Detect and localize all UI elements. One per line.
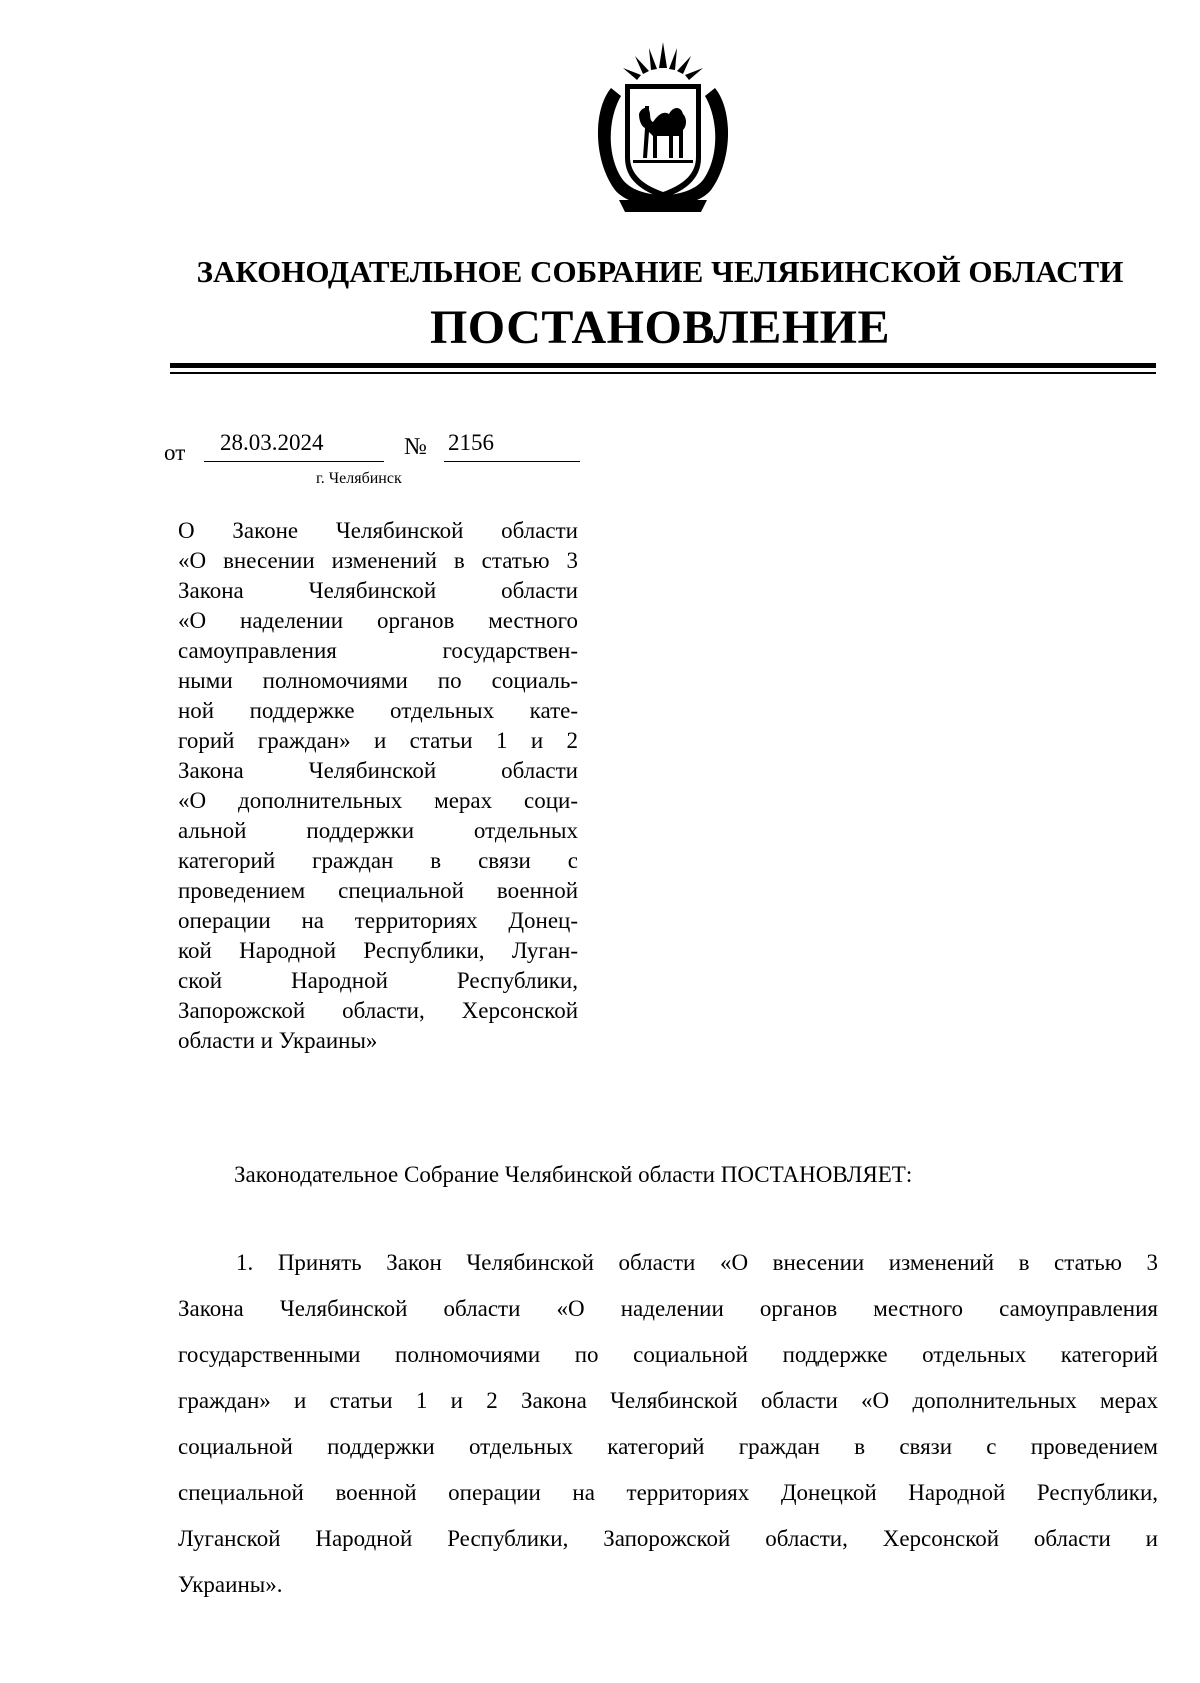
body-line: специальной военной операции на территориях Донецкой Народной Республики,: [178, 1480, 1158, 1505]
body-line: Закона Челябинской области «О наделении органов местного самоуправления: [178, 1296, 1158, 1321]
subject-line: области и Украины»: [178, 1028, 378, 1053]
subject-line: операции на территориях Донец-: [178, 908, 578, 933]
document-type-title: ПОСТАНОВЛЕНИЕ: [429, 301, 891, 354]
body-line: 1. Принять Закон Челябинской области «О внесении изменений в статью 3: [236, 1250, 1158, 1275]
header-divider-thin: [170, 372, 1156, 374]
document-date: 28.03.2024: [204, 428, 384, 462]
header-divider-thick: [170, 363, 1156, 368]
number-label: №: [404, 434, 427, 460]
body-line: граждан» и статьи 1 и 2 Закона Челябинской области «О дополнительных мерах: [178, 1388, 1158, 1413]
subject-line: «О наделении органов местного: [178, 608, 578, 633]
subject-line: проведением специальной военной: [178, 878, 578, 903]
subject-line: ными полномочиями по социаль-: [178, 668, 578, 693]
body-line: государственными полномочиями по социальной поддержке отдельных категорий: [178, 1342, 1158, 1367]
subject-line: О Законе Челябинской области: [178, 518, 578, 543]
subject-line: альной поддержки отдельных: [178, 818, 578, 843]
body-line: Луганской Народной Республики, Запорожской области, Херсонской области и: [178, 1526, 1158, 1551]
subject-line: «О внесении изменений в статью 3: [178, 548, 578, 573]
subject-line: Закона Челябинской области: [178, 578, 578, 603]
paragraph-1: [178, 1240, 1158, 1608]
document-number: 2156: [444, 428, 580, 462]
body-line: социальной поддержки отдельных категорий граждан в связи с проведением: [178, 1434, 1158, 1459]
coat-of-arms-emblem: [583, 40, 743, 220]
date-prefix: от: [164, 440, 186, 465]
subject-line: ной поддержке отдельных кате-: [178, 698, 578, 723]
subject-line: «О дополнительных мерах соци-: [178, 788, 578, 813]
document-meta-row: [164, 428, 584, 468]
document-city: г. Челябинск: [316, 470, 402, 487]
organization-title: ЗАКОНОДАТЕЛЬНОЕ СОБРАНИЕ ЧЕЛЯБИНСКОЙ ОБЛАСТИ: [196, 254, 1124, 289]
coat-of-arms-icon: [583, 40, 743, 220]
subject-line: самоуправления государствен-: [178, 638, 578, 663]
subject-line: категорий граждан в связи с: [178, 848, 578, 873]
subject-line: Запорожской области, Херсонской: [178, 998, 578, 1023]
subject-line: кой Народной Республики, Луган-: [178, 938, 578, 963]
body-line: Украины».: [178, 1572, 283, 1597]
document-subject: [178, 516, 578, 1056]
subject-line: ской Народной Республики,: [178, 968, 578, 993]
decree-statement: Законодательное Собрание Челябинской области ПОСТАНОВЛЯЕТ:: [234, 1162, 913, 1187]
subject-line: Закона Челябинской области: [178, 758, 578, 783]
subject-line: горий граждан» и статьи 1 и 2: [178, 728, 578, 753]
